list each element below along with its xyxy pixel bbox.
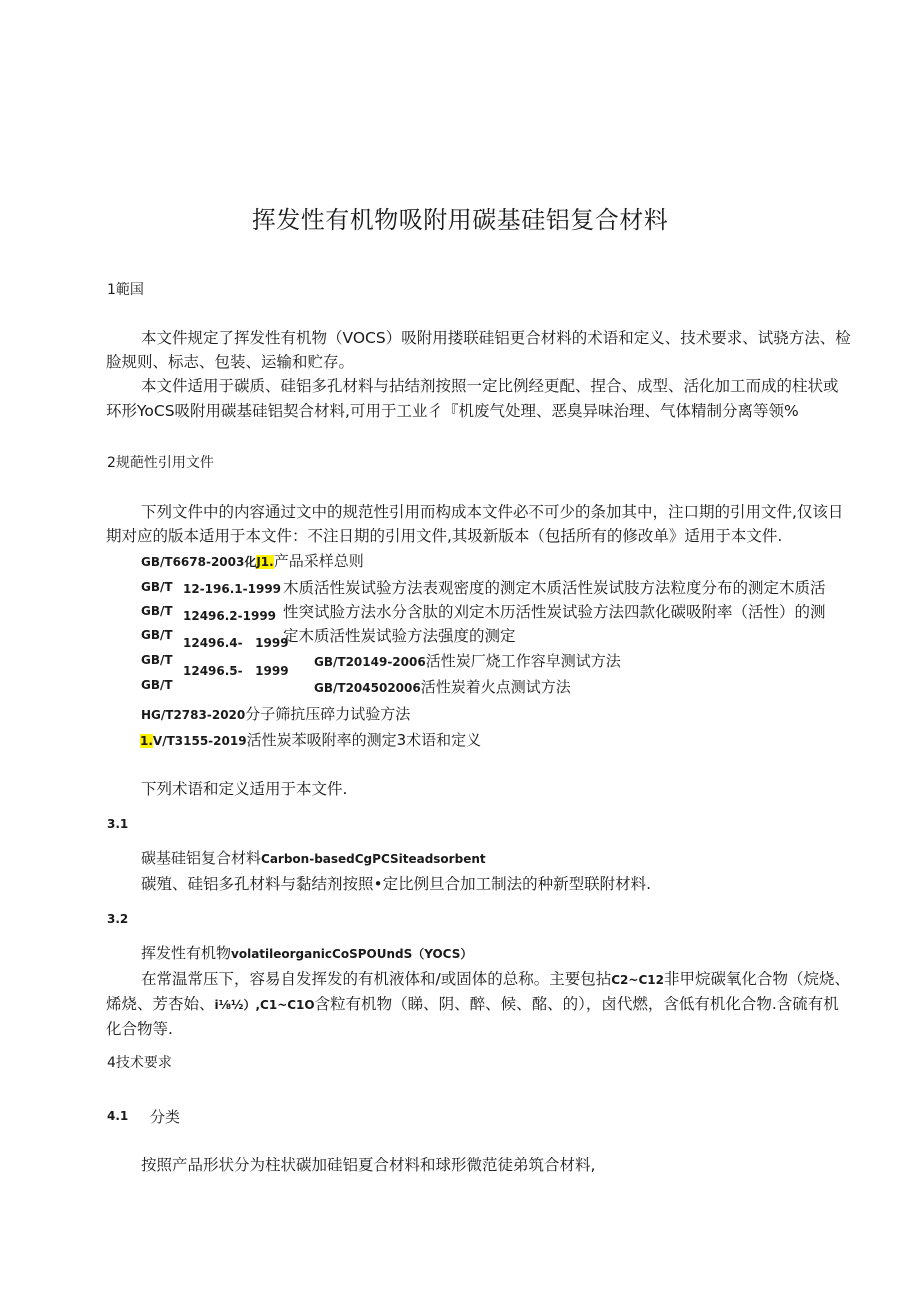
clause-4-1-title: 分类 xyxy=(150,1108,181,1126)
section-4-heading: 4技术要求 xyxy=(107,1055,172,1071)
ref-gbt20450 xyxy=(314,676,571,697)
s1-para1-line2: 脸规则、标志、包装、运输和贮存。 xyxy=(106,353,355,371)
ref-code: HG/T2783-2020 xyxy=(141,708,246,722)
definition-code: i⅛½）,C1~C1O xyxy=(214,998,315,1012)
ref-code: GB/T20149-2006 xyxy=(314,655,426,669)
ref-number-3: 12496.4- 1999 xyxy=(183,636,289,650)
clause-4-1-number: 4.1 xyxy=(107,1109,129,1123)
s1-para2-line1: 本文件适用于碳质、硅铝多孔材料与拈结剂按照一定比例经更配、捏合、成型、活化加工而成的柱状或 xyxy=(141,377,839,395)
ref-gbt-label-5: GB/T xyxy=(141,678,173,692)
ref-title: 活性炭厂烧工作容皁测试方法 xyxy=(425,652,621,670)
ref-title: 活性炭苯吸附率的测定3术语和定义 xyxy=(246,731,482,749)
ref-hgt2783 xyxy=(141,703,410,724)
s2-para-line2: 期对应的版本适用于本文件：不注日期的引用文件,其圾新版本（包括所有的修改单》适用于本文件. xyxy=(106,527,783,545)
ref-number-2: 12496.2-1999 xyxy=(183,609,277,623)
definition-3-2-line2 xyxy=(106,992,839,1014)
merged-refs-line3: 定木质活性炭试验方法强度的测定 xyxy=(283,627,516,645)
s3-intro: 下列术语和定义适用于本文件. xyxy=(141,780,348,798)
ref-code: GB/T6678-2003化 xyxy=(141,555,257,569)
ref-gbt-label-3: GB/T xyxy=(141,628,173,642)
highlight-mark: 1. xyxy=(140,734,153,748)
document-title: 挥发性有机物吸附用碳基硅铝复合材料 xyxy=(251,206,669,234)
ref-title: 活性炭着火点测试方法 xyxy=(420,678,571,696)
highlight-mark: J1. xyxy=(256,555,274,569)
definition-text: 在常温常压下，容易自发挥发的有机液体和/或固体的总称。主要包拈 xyxy=(141,970,612,988)
merged-refs-line1: 木质活性炭试验方法表观密度的测定木质活性炭试肢方法粒度分布的测定木质活 xyxy=(283,579,826,597)
s2-para-line1: 下列文件中的内容通过文中的规范性引用而构成本文件必不可少的条加其中，注口期的引用文件,仅该日 xyxy=(141,503,844,521)
ref-title: 分子筛抗压碎力试验方法 xyxy=(245,705,411,723)
ref-code: GB/T204502006 xyxy=(314,681,421,695)
definition-3-2-line1 xyxy=(141,967,850,989)
ref-number-1: 12-196.1-1999 xyxy=(183,582,282,596)
ref-gbt20149 xyxy=(314,650,621,671)
section-2-heading: 2规葩性引用文件 xyxy=(107,455,214,471)
section-1-heading: 1範国 xyxy=(107,282,144,298)
merged-refs-line2: 性突试脸方法水分含肽的刈定木历活性炭试验方法四款化碳吸附率（活性）的测 xyxy=(283,603,826,621)
term-en: volatileorganicCoSPOUndS（YOCS） xyxy=(231,947,473,961)
clause-3-1-number: 3.1 xyxy=(107,817,129,831)
ref-code: V/T3155-2019 xyxy=(152,734,247,748)
definition-text: 含粒有机物（睇、阴、醉、候、酩、的），卤代燃，含低有机化合物.含硫有机 xyxy=(314,995,839,1013)
ref-gbt6678 xyxy=(141,550,364,571)
s4-1-para: 按照产品形状分为柱状碳加硅铝夏合材料和球形微范徒弟筑合材料, xyxy=(141,1156,596,1174)
definition-3-1: 碳殖、硅铝多孔材料与黏结剂按照•定比例旦合加工制法的种新型联附材料. xyxy=(141,875,652,893)
ref-gbt-label-1: GB/T xyxy=(141,580,173,594)
ref-lyt3155 xyxy=(140,729,481,750)
definition-text: 非甲烷碳氧化合物（烷烧、 xyxy=(663,970,850,988)
clause-3-2-number: 3.2 xyxy=(107,912,129,926)
ref-number-4: 12496.5- 1999 xyxy=(183,664,289,678)
definition-3-2-line3: 化合物等. xyxy=(106,1020,173,1038)
term-3-2 xyxy=(141,942,472,963)
term-en: Carbon-basedCgPCSiteadsorbent xyxy=(261,852,486,866)
definition-text: 烯烧、芳杏始、 xyxy=(106,995,215,1013)
ref-title: 产品采样总则 xyxy=(273,552,364,570)
ref-gbt-label-4: GB/T xyxy=(141,653,173,667)
term-cn: 挥发性有机物 xyxy=(141,944,232,962)
term-cn: 碳基硅铝复合材料 xyxy=(141,849,262,867)
definition-code: C2~C12 xyxy=(611,973,664,987)
ref-gbt-label-2: GB/T xyxy=(141,604,173,618)
s1-para2-line2: 环形YoCS吸附用碳基硅铝契合材料,可用于工业彳『机废气处理、恶臭异味治理、气体精制分离等领% xyxy=(106,402,799,420)
term-3-1 xyxy=(141,847,486,868)
s1-para1-line1: 本文件规定了挥发性有机物（VOCS）吸附用搂联硅铝更合材料的术语和定义、技术要求、试骁方法、检 xyxy=(141,329,851,347)
